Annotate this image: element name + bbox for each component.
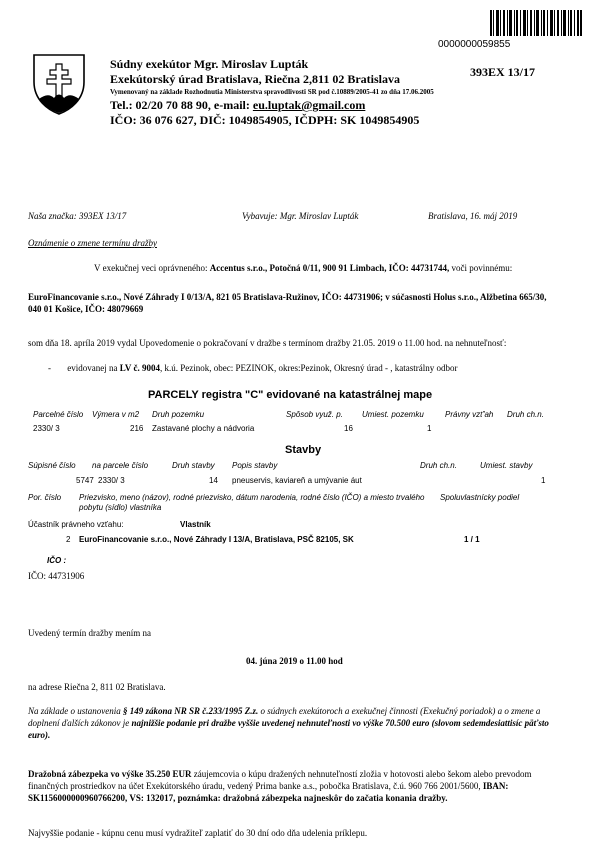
barcode-graphic bbox=[490, 10, 582, 36]
subject-heading: Oznámenie o zmene termínu dražby bbox=[28, 238, 157, 248]
stavby-parcela: 2330/ 3 bbox=[98, 476, 125, 485]
parcely-header-1: Výmera v m2 bbox=[92, 410, 140, 419]
legal-part-2: § 149 zákona NR SR č.233/1995 Z.z. bbox=[123, 706, 259, 716]
handled-by: Vybavuje: Mgr. Miroslav Lupták bbox=[242, 211, 359, 221]
legal-part-1: Na základe o ustanovenia bbox=[28, 706, 123, 716]
stavby-popis: pneuservis, kaviareň a umývanie áut bbox=[232, 476, 362, 485]
stavby-header-4: Druh ch.n. bbox=[420, 461, 457, 470]
bullet-text-post: , k.ú. Pezinok, obec: PEZINOK, okres:Pezinok, Okresný úrad - , katastrálny odbor bbox=[160, 363, 458, 373]
parcely-header-6: Druh ch.n. bbox=[507, 410, 544, 419]
parcely-header-3: Spôsob využ. p. bbox=[286, 410, 343, 419]
owner-ico-label: IČO : bbox=[47, 556, 67, 565]
deposit-paragraph bbox=[28, 768, 560, 804]
owner-number: 2 bbox=[66, 535, 71, 544]
owner-ico-value: IČO: 44731906 bbox=[28, 571, 85, 581]
parcely-parcela: 2330/ 3 bbox=[33, 424, 60, 433]
office-address: Exekútorský úrad Bratislava, Riečna 2,811 02 Bratislava bbox=[110, 72, 401, 86]
owner-share: 1 / 1 bbox=[464, 535, 480, 544]
stavby-umiest: 1 bbox=[541, 476, 546, 485]
parcely-header-4: Umiest. pozemku bbox=[362, 410, 424, 419]
legal-paragraph bbox=[28, 705, 560, 741]
deposit-part-3: IBAN: SK1156000000960766200, VS: 132017, poznámka: dražobná zábezpeka najneskôr do začatia konania dražby. bbox=[28, 781, 509, 803]
parcely-druh: Zastavané plochy a nádvoria bbox=[152, 424, 255, 433]
document-number: 0000000059855 bbox=[438, 39, 511, 50]
lv-number: LV č. 9004 bbox=[119, 363, 160, 373]
owner-header-text: Priezvisko, meno (názov), rodné priezvisko, dátum narodenia, rodné číslo (IČO) a miesto trvalého pobytu (sídlo) vlastníka bbox=[79, 493, 425, 512]
auction-address: na adrese Riečna 2, 811 02 Bratislava. bbox=[28, 682, 166, 692]
parcely-vymera: 216 bbox=[130, 424, 144, 433]
appointment-line: Vymenovaný na základe Rozhodnutia Ministerstva spravodlivosti SR pod č.10889/2005-41 zo dňa 17.06.2005 bbox=[110, 88, 434, 96]
stavby-header-1: na parcele číslo bbox=[92, 461, 149, 470]
our-reference: Naša značka: 393EX 13/17 bbox=[28, 211, 127, 221]
ico-line: IČO: 36 076 627, DIČ: 1049854905, IČDPH: SK 1049854905 bbox=[110, 113, 420, 127]
legal-part-4: najnižšie podanie pri dražbe vyššie uvedenej nehnuteľnosti vo výške 70.500 euro (slovom sedemdesiattisíc päťsto euro). bbox=[28, 718, 549, 740]
owner-name: EuroFinancovanie s.r.o., Nové Záhrady I 13/A, Bratislava, PSČ 82105, SK bbox=[79, 535, 354, 544]
legal-part-3: o súdnych exekútoroch a exekučnej činnosti (Exekučný poriadok) a o zmene a doplnení ďalších zákonov je bbox=[28, 706, 541, 728]
stavby-header-5: Umiest. stavby bbox=[480, 461, 533, 470]
stavby-header-0: Súpisné číslo bbox=[28, 461, 76, 470]
parcely-sposob: 16 bbox=[344, 424, 353, 433]
notice-text: som dňa 18. apríla 2019 vydal Upovedomenie o pokračovaní v dražbe s termínom dražby 21.05. 2019 o 11.00 hod. na nehnuteľnosť: bbox=[28, 338, 507, 348]
owner-por-label: Por. číslo bbox=[28, 493, 62, 502]
executor-name: Súdny exekútor Mgr. Miroslav Lupták bbox=[110, 57, 309, 71]
place-date: Bratislava, 16. máj 2019 bbox=[428, 211, 518, 221]
ucastnik-label: Účastník právneho vzťahu: bbox=[28, 520, 124, 529]
intro-suffix: voči povinnému: bbox=[449, 263, 513, 273]
property-bullet bbox=[48, 363, 457, 373]
deposit-part-1: Dražobná zábezpeka vo výške 35.250 EUR bbox=[28, 769, 192, 779]
new-auction-date: 04. júna 2019 o 11.00 hod bbox=[246, 656, 343, 666]
barcode bbox=[490, 10, 582, 36]
stavby-header-3: Popis stavby bbox=[232, 461, 278, 470]
coat-of-arms-icon bbox=[30, 52, 88, 116]
bullet-dash: - bbox=[48, 363, 51, 373]
bullet-text-pre: evidovanej na bbox=[67, 363, 120, 373]
contact-line bbox=[110, 98, 365, 113]
intro-prefix: V exekučnej veci oprávneného: bbox=[94, 263, 210, 273]
case-number: 393EX 13/17 bbox=[470, 65, 536, 79]
stavby-title: Stavby bbox=[285, 444, 322, 456]
parcely-title: PARCELY registra "C" evidované na katastrálnej mape bbox=[148, 389, 433, 401]
debtor: EuroFinancovanie s.r.o., Nové Záhrady I 0/13/A, 821 05 Bratislava-Ružinov, IČO: 44731906; v súčasnosti Holus s.r.o., Alžbetina 665/30, 040 01 Košice, IČO: 48079669 bbox=[28, 292, 547, 314]
email-link[interactable]: eu.luptak@gmail.com bbox=[252, 98, 366, 112]
creditor: Accentus s.r.o., Potočná 0/11, 900 91 Limbach, IČO: 44731744, bbox=[209, 263, 450, 273]
phone-label: Tel.: 02/20 70 88 90, e-mail: bbox=[110, 98, 253, 112]
owner-share-header: Spoluvlastnícky podiel bbox=[440, 493, 520, 502]
stavby-druh: 14 bbox=[209, 476, 218, 485]
parcely-header-0: Parcelné číslo bbox=[33, 410, 84, 419]
parcely-header-2: Druh pozemku bbox=[152, 410, 205, 419]
stavby-header-2: Druh stavby bbox=[172, 461, 215, 470]
vlastnik-label: Vlastník bbox=[180, 520, 211, 529]
parcely-umiest: 1 bbox=[427, 424, 432, 433]
change-text: Uvedený termín dražby mením na bbox=[28, 628, 151, 638]
parcely-header-5: Právny vzť'ah bbox=[445, 410, 494, 419]
payment-deadline: Najvyššie podanie - kúpnu cenu musí vydražiteľ zaplatiť do 30 dní odo dňa udelenia príklepu. bbox=[28, 828, 368, 838]
intro-line bbox=[94, 263, 512, 273]
deposit-part-2: záujemcovia o kúpu dražených nehnuteľností zložia v hotovosti alebo šekom alebo prevodom finančných prostriedkov na účet Exekútorského úradu, vedený Prima banke a.s., pobočka Bratislava, č.ú. 960 766 2001/5600, bbox=[28, 769, 532, 791]
stavby-supisne: 5747 bbox=[76, 476, 94, 485]
